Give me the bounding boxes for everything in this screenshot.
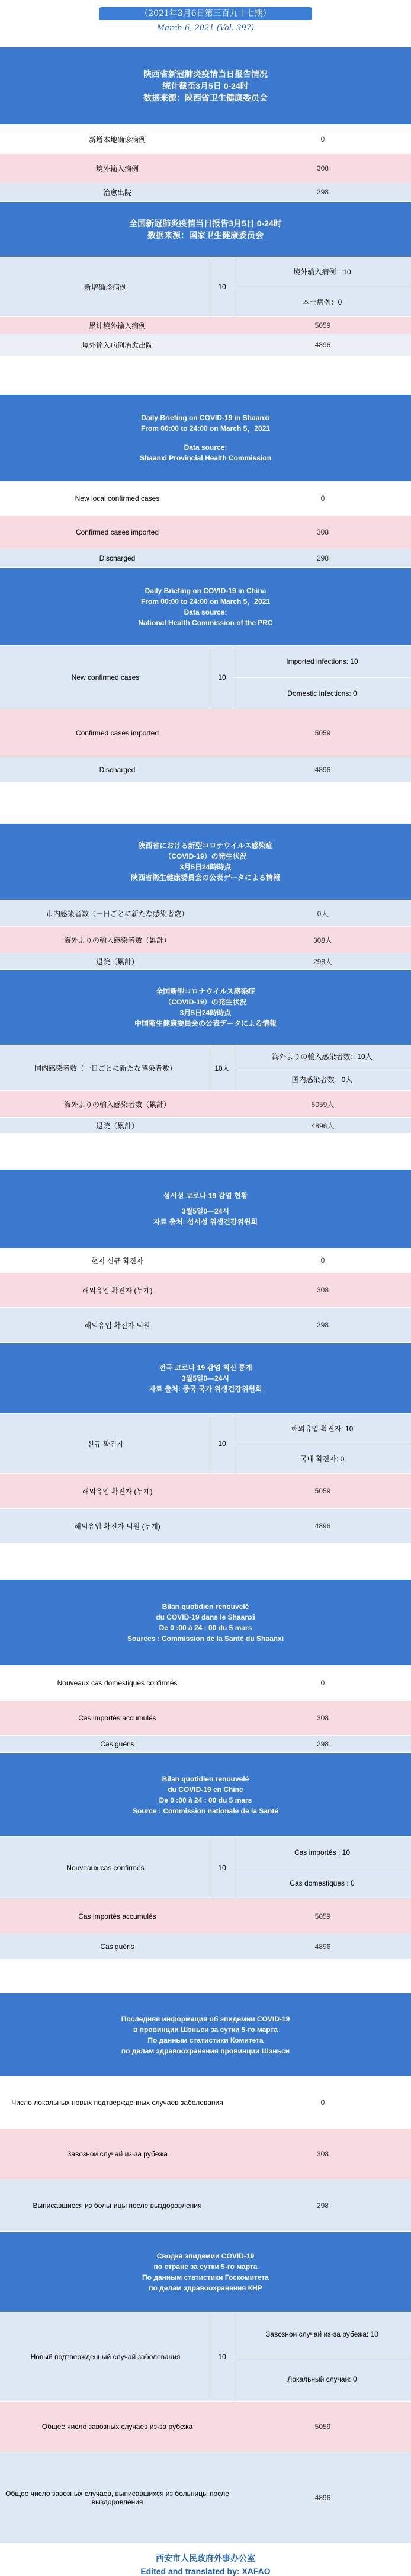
ja-row-discharged	[0, 953, 411, 969]
row-label: Cas importés accumulés	[78, 1912, 156, 1921]
fr-row-new-local	[0, 1666, 411, 1701]
ko-title-2: 3월5일0—24시	[181, 1207, 230, 1215]
row-label: 市内感染者数（一日ごとに新たな感染者数）	[46, 909, 188, 918]
ko-row-discharged	[0, 1308, 411, 1343]
ru-title-4: по делам здравоохранения провинции Шэньси	[121, 2047, 290, 2055]
ja-title-1: 陝西省における新型コロナウイルス感染症	[138, 841, 273, 850]
ja-nat-row-discharged	[0, 1118, 411, 1134]
en-nat-title-4: National Health Commission of the PRC	[138, 619, 273, 627]
row-label: 境外输入病例治愈出院	[81, 341, 153, 350]
zh-nat-title-2: 数据来源：国家卫生健康委员会	[147, 231, 264, 240]
ja-nat-title-2: （COVID-19）の発生状況	[164, 998, 247, 1006]
row-value: 4896	[314, 341, 331, 349]
imported-cases: 해외유입 확진자: 10	[291, 1425, 354, 1433]
row-value: 0人	[317, 909, 329, 918]
ja-nat-title-1: 全国新型コロナウイルス感染症	[156, 987, 255, 996]
row-value: 5059人	[311, 1100, 335, 1109]
en-shaanxi-header	[0, 394, 411, 482]
zh-row-new-local	[0, 125, 411, 154]
row-label: Confirmed cases imported	[75, 729, 159, 737]
ru-row-new-local	[0, 2077, 411, 2129]
fr-title-1: Bilan quotidien renouvelé	[162, 1602, 249, 1611]
row-label: New local confirmed cases	[75, 494, 160, 503]
row-label: Nouveaux cas confirmés	[66, 1864, 145, 1872]
row-value: 10	[211, 2312, 233, 2401]
row-value: 0	[320, 2098, 325, 2107]
ko-nat-title-1: 전국 코로나 19 감염 최신 통계	[159, 1364, 252, 1372]
en-row-new-local	[0, 482, 411, 516]
ja-shaanxi-header	[0, 823, 411, 900]
local-cases: Локальный случай: 0	[233, 2357, 411, 2402]
row-label: 해외유입 확진자 (누계)	[82, 1286, 153, 1295]
row-label: New confirmed cases	[71, 673, 140, 681]
ko-title-1: 섬서성 코로나 19 감염 현황	[163, 1192, 248, 1200]
row-label: 海外よりの輸入感染者数（累計）	[63, 936, 171, 945]
row-value: 308	[316, 1286, 329, 1294]
row-value: 298	[316, 1740, 329, 1748]
local-cases: 국내 확진자: 0	[233, 1444, 411, 1474]
ja-nat-new	[0, 1045, 411, 1091]
zh-nat-row-cumulative	[0, 317, 411, 334]
row-value: 308	[316, 164, 329, 172]
row-label: Cas importés accumulés	[78, 1714, 156, 1722]
row-value: 308	[316, 1714, 329, 1722]
row-label: 新增确诊病例	[84, 283, 127, 292]
issue-badge: （2021年3月6日第三百九十七期）	[99, 7, 312, 20]
row-value: 4896人	[311, 1121, 335, 1130]
ru-shaanxi-header	[0, 1993, 411, 2077]
local-cases: Domestic infections: 0	[233, 677, 411, 709]
row-value: 5059	[314, 321, 331, 329]
imported-cases: Cas importés : 10	[294, 1848, 351, 1857]
zh-title-2: 统计截至3月5日 0-24时	[162, 81, 249, 91]
ru-nat-title-1: Сводка эпидемии COVID-19	[156, 2252, 255, 2260]
fr-national-header	[0, 1753, 411, 1837]
en-nat-title-2: From 00:00 to 24:00 on March 5，2021	[140, 597, 271, 606]
imported-cases: Завозной случай из-за рубежа: 10	[266, 2330, 378, 2339]
zh-row-discharged	[0, 183, 411, 201]
row-value: 4896	[314, 2494, 331, 2502]
ja-national-header	[0, 969, 411, 1045]
fr-row-discharged	[0, 1736, 411, 1753]
imported-cases: 境外输入病例：10	[293, 268, 351, 277]
row-value: 298	[316, 188, 329, 196]
row-label: Cas guéris	[100, 1740, 134, 1748]
zh-title-1: 陕西省新冠肺炎疫情当日报告情况	[143, 69, 268, 79]
ru-nat-row-discharged	[0, 2452, 411, 2544]
fr-nat-title-3: De 0 :00 à 24 : 00 du 5 mars	[159, 1796, 252, 1804]
ko-row-new-local	[0, 1249, 411, 1273]
row-label: 현지 신규 확진자	[91, 1256, 143, 1265]
ru-nat-title-4: по делам здравоохранения КНР	[149, 2284, 262, 2292]
ko-row-imported	[0, 1273, 411, 1308]
row-label: Discharged	[99, 554, 136, 562]
row-label: Общее число завозных случаев, выписавшихся из больницы после выздоровления	[5, 2489, 229, 2506]
en-title-1: Daily Briefing on COVID-19 in Shaanxi	[141, 414, 270, 422]
en-title-3: Data source:	[184, 443, 227, 452]
row-value: 4896	[314, 1943, 331, 1951]
row-value: 5059	[314, 1912, 331, 1921]
ru-title-3: По данным статистики Комитета	[147, 2036, 264, 2044]
row-label: Confirmed cases imported	[75, 528, 159, 536]
en-nat-new	[0, 646, 411, 709]
row-value: 0	[320, 494, 325, 503]
row-label: Discharged	[99, 766, 136, 774]
row-value: 0	[320, 135, 325, 143]
zh-nat-title-1: 全国新冠肺炎疫情当日报告3月5日 0-24时	[129, 219, 282, 228]
row-label: 退院（累計）	[95, 1121, 139, 1130]
en-row-imported	[0, 516, 411, 549]
row-label: 治愈出院	[102, 188, 131, 197]
ru-title-1: Последняя информация об эпидемии COVID-19	[121, 2015, 290, 2023]
row-label: Выписавшиеся из больницы после выздоровления	[33, 2201, 202, 2210]
row-label: 海外よりの輸入感染者数（累計）	[63, 1100, 171, 1109]
ko-national-header	[0, 1343, 411, 1414]
local-cases: Cas domestiques : 0	[233, 1868, 411, 1899]
fr-nat-title-4: Source : Commission nationale de la Santé	[132, 1807, 279, 1815]
ja-nat-row-cumulative	[0, 1091, 411, 1118]
ru-row-discharged	[0, 2180, 411, 2232]
row-value: 10	[211, 1837, 233, 1899]
ja-title-2: （COVID-19）の発生状況	[164, 852, 247, 860]
fr-nat-title-2: du COVID-19 en Chine	[168, 1785, 243, 1794]
row-value: 308人	[313, 936, 333, 945]
ko-nat-title-3: 자료 출처: 중국 국가 위생건강위원회	[149, 1385, 262, 1393]
fr-shaanxi-header	[0, 1579, 411, 1666]
ja-row-imported	[0, 927, 411, 953]
zh-national-header	[0, 201, 411, 257]
imported-cases: Imported infections: 10	[286, 657, 358, 666]
fr-title-4: Sources : Commission de la Santé du Shaanxi	[127, 1634, 284, 1643]
row-value: 0	[320, 1256, 325, 1265]
row-label: 累计境外输入病例	[88, 321, 146, 330]
row-label: 境外输入病例	[95, 164, 139, 173]
ko-nat-new	[0, 1414, 411, 1474]
row-label: 신규 확진자	[87, 1439, 124, 1448]
ko-shaanxi-header	[0, 1169, 411, 1249]
local-cases: 本土病例：0	[233, 287, 411, 317]
row-label: Cas guéris	[100, 1943, 134, 1951]
row-value: 308	[316, 2150, 329, 2158]
row-label: Nouveaux cas domestiques confirmés	[57, 1679, 178, 1687]
row-label: 해외유입 확진자 (누계)	[82, 1487, 153, 1496]
row-value: 4896	[314, 766, 331, 774]
en-title-2: From 00:00 to 24:00 on March 5，2021	[140, 424, 271, 433]
row-label: Завозной случай из-за рубежа	[67, 2150, 168, 2158]
footer-credit: Edited and translated by: XAFAO	[140, 2567, 271, 2576]
en-row-discharged	[0, 549, 411, 568]
en-nat-row-discharged	[0, 757, 411, 783]
row-value: 10	[211, 257, 233, 316]
zh-title-3: 数据来源：陕西省卫生健康委员会	[143, 93, 268, 103]
row-value: 308	[316, 528, 329, 536]
row-label: 해외유입 확진자 퇴원 (누계)	[74, 1522, 160, 1531]
row-value: 298	[316, 554, 329, 562]
en-nat-title-3: Data source:	[184, 608, 227, 616]
en-national-header	[0, 568, 411, 646]
zh-nat-row-discharged	[0, 334, 411, 356]
ja-title-4: 陝西省衛生健康委員会の公表データによる情報	[130, 873, 280, 882]
row-label: Общее число завозных случаев из-за рубежа	[41, 2423, 193, 2431]
ja-row-new-local	[0, 900, 411, 927]
ru-national-header	[0, 2232, 411, 2312]
fr-title-2: du COVID-19 dans le Shaanxi	[156, 1613, 255, 1621]
en-title-4: Shaanxi Provincial Health Commission	[139, 454, 272, 462]
fr-nat-row-discharged	[0, 1934, 411, 1960]
fr-row-imported	[0, 1701, 411, 1736]
row-label: 退院（累計）	[95, 957, 139, 966]
row-label: 国内感染者数（一日ごとに新たな感染者数）	[34, 1064, 176, 1073]
row-value: 298人	[313, 957, 333, 966]
row-value: 4896	[314, 1522, 331, 1530]
row-value: 298	[316, 1321, 329, 1329]
issue-line: March 6, 2021 (Vol. 397)	[156, 24, 255, 33]
imported-cases: 海外よりの輸入感染者数：10人	[272, 1052, 373, 1061]
fr-nat-row-cumulative	[0, 1899, 411, 1934]
fr-title-3: De 0 :00 à 24 : 00 du 5 mars	[159, 1624, 252, 1632]
row-value: 5059	[314, 729, 331, 737]
ru-nat-title-2: по стране за сутки 5-го марта	[153, 2263, 258, 2271]
row-value: 5059	[314, 2423, 331, 2431]
footer-org: 西安市人民政府外事办公室	[156, 2553, 255, 2563]
ru-nat-row-cumulative	[0, 2402, 411, 2452]
row-value: 10人	[211, 1045, 233, 1090]
ru-nat-title-3: По данным статистики Госкомитета	[142, 2273, 269, 2281]
row-label: Новый подтвержденный случай заболевания	[30, 2353, 181, 2361]
ru-row-imported	[0, 2129, 411, 2180]
ko-nat-row-cumulative	[0, 1474, 411, 1509]
en-nat-title-1: Daily Briefing on COVID-19 in China	[145, 587, 266, 595]
ru-nat-new	[0, 2312, 411, 2402]
ru-title-2: в провинции Шэньси за сутки 5-го марта	[133, 2025, 278, 2034]
ko-nat-title-2: 3월5일0—24시	[181, 1374, 230, 1383]
fr-nat-new	[0, 1837, 411, 1899]
row-label: Число локальных новых подтвержденных случаев заболевания	[11, 2098, 223, 2107]
ja-nat-title-4: 中国衛生健康委員会の公表データによる情報	[134, 1019, 277, 1028]
ko-nat-row-discharged	[0, 1509, 411, 1544]
ja-nat-title-3: 3月5日24時時点	[179, 1009, 232, 1017]
row-label: 해외유입 확진자 퇴원	[84, 1321, 150, 1330]
zh-shaanxi-header	[0, 47, 411, 125]
ko-title-3: 자료 출처: 섬서성 위생건강위원회	[153, 1218, 258, 1226]
zh-row-imported	[0, 154, 411, 183]
row-value: 5059	[314, 1487, 331, 1495]
ja-title-3: 3月5日24時時点	[179, 863, 232, 871]
row-value: 298	[316, 2201, 329, 2210]
zh-nat-new	[0, 257, 411, 317]
row-value: 10	[211, 1414, 233, 1473]
fr-nat-title-1: Bilan quotidien renouvelé	[162, 1775, 249, 1783]
row-value: 0	[320, 1679, 325, 1687]
local-cases: 国内感染者数：0人	[233, 1068, 411, 1091]
en-nat-row-cumulative	[0, 709, 411, 757]
row-value: 10	[211, 646, 233, 709]
row-label: 新增本地确诊病例	[88, 135, 146, 144]
